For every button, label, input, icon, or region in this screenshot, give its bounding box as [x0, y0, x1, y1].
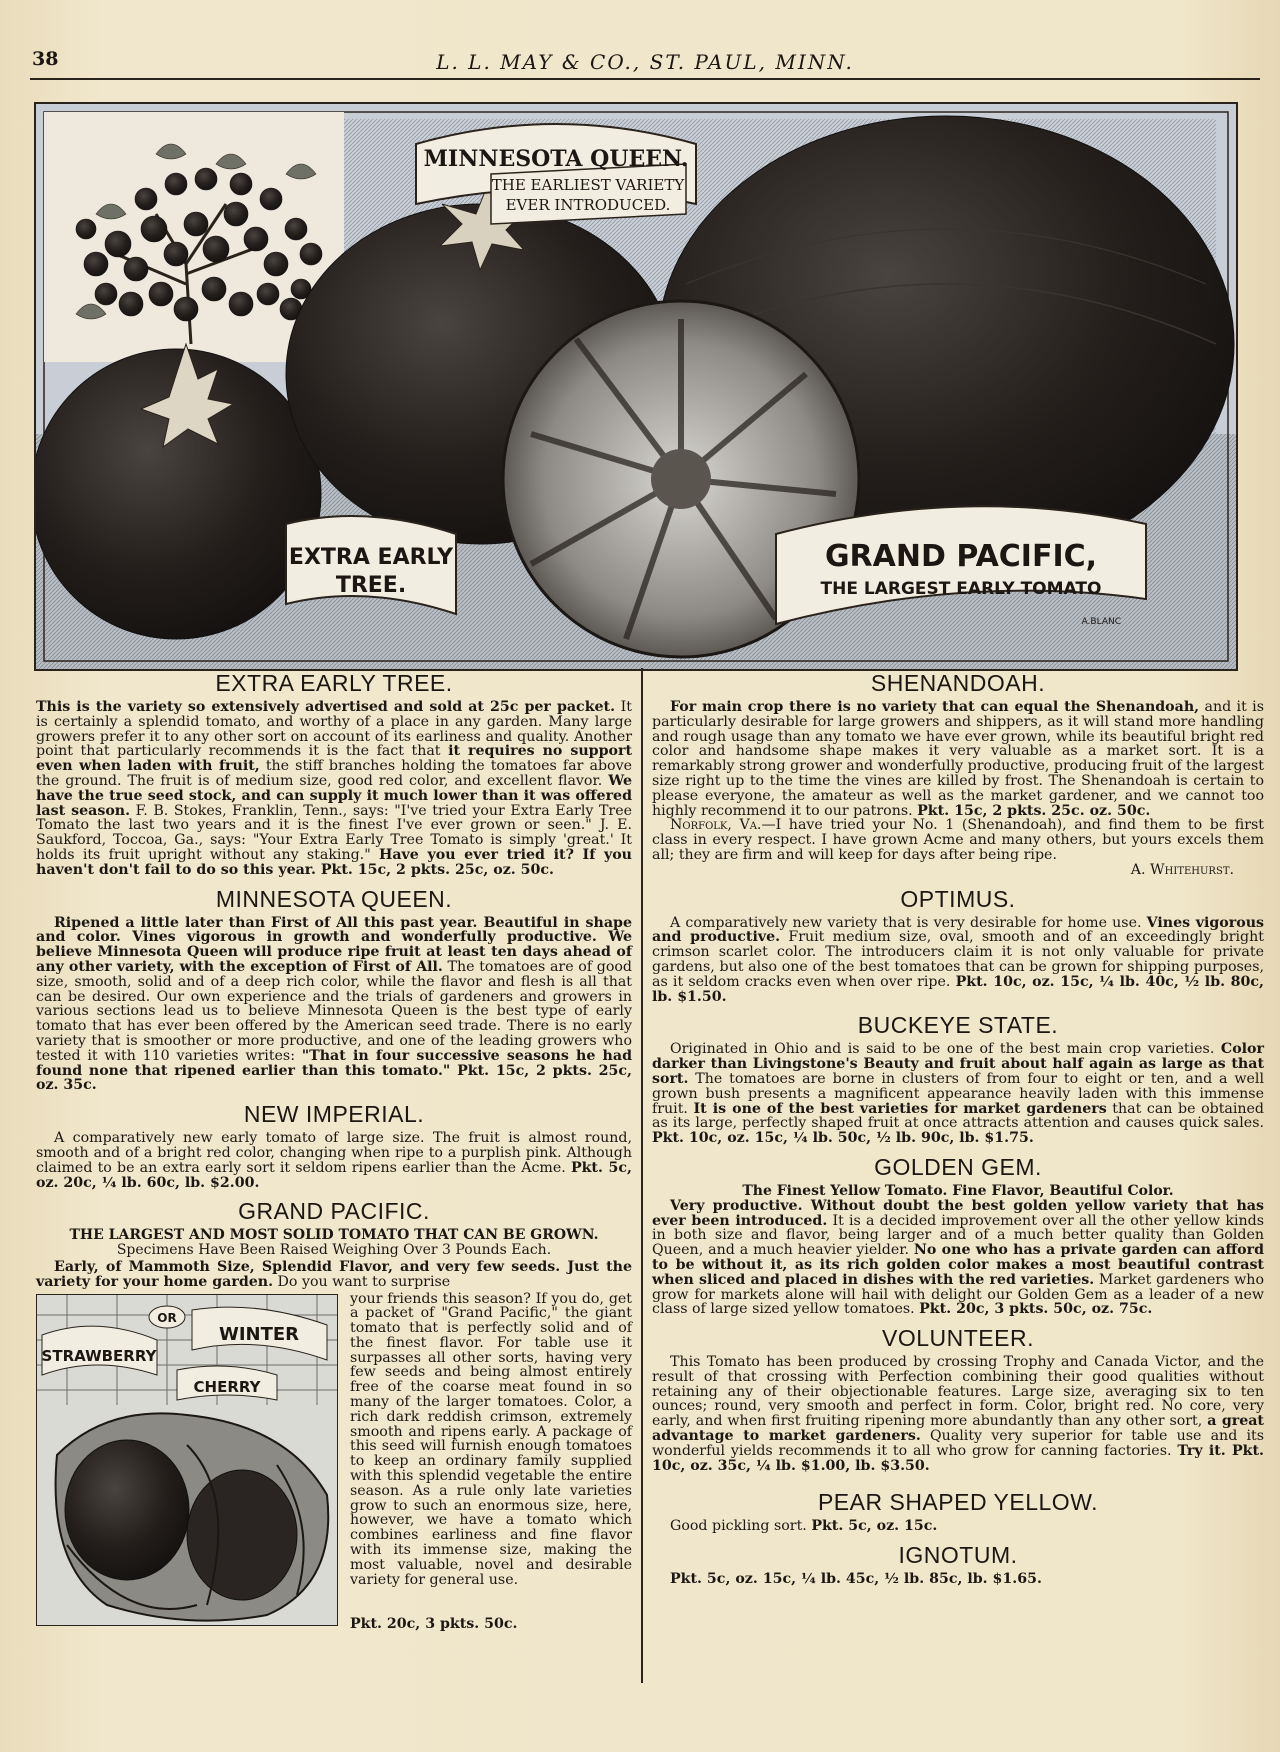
art-ribbon-winter: WINTER	[218, 1323, 300, 1345]
shenandoah-text	[652, 700, 1264, 818]
golden-gem-lead: Very productive. Without doubt the best golden yellow variety that has ever been introduced.	[652, 1197, 1264, 1229]
buckeye-state-text	[652, 1042, 1264, 1146]
grand-pacific-ribbon-line1: GRAND PACIFIC,	[824, 539, 1098, 574]
minnesota-price: "That in four successive seasons he had found none that ripened earlier than this tomato." Pkt. 15c, 2 pkts. 25c, oz. 35c.	[36, 1047, 632, 1094]
buckeye-bold-1: Color darker than Livingstone's Beauty and fruit about half again as large as that sort.	[652, 1041, 1264, 1087]
minnesota-lead: Ripened a little later than First of All this past year. Beautiful in shape and color. Vines vigorous in growth and wonderfully productive. We believe Minnesota Queen will produce ripe fruit at least ten days ahead of any other variety, with the exception of First of All.	[36, 914, 632, 975]
extra-early-tree-text	[36, 700, 632, 878]
new-imperial-text	[36, 1131, 632, 1190]
testimonial-text: —I have tried your No. 1 (Shenandoah), and find them to be first class in every respect. I have grown Acme and many others, but yours excels them all; they are firm and will keep for days after being ripe.	[652, 817, 1265, 863]
shenandoah-price: Pkt. 15c, 2 pkts. 25c. oz. 50c.	[917, 802, 1151, 819]
ignotum-price: Pkt. 5c, oz. 15c, ¼ lb. 45c, ½ lb. 85c, lb. $1.65.	[670, 1571, 1042, 1588]
buckeye-state-heading: BUCKEYE STATE.	[857, 1012, 1059, 1039]
testimonial-place: Norfolk, Va.	[670, 817, 762, 834]
ignotum-heading: IGNOTUM.	[898, 1542, 1018, 1569]
right-column	[652, 668, 1264, 1587]
volunteer-heading: VOLUNTEER.	[882, 1325, 1034, 1352]
grand-pacific-ribbon-line2: THE LARGEST EARLY TOMATO	[820, 579, 1102, 599]
extra-early-lead: This is the variety so extensively advertised and sold at 25c per packet.	[36, 699, 616, 715]
minnesota-queen-heading: MINNESOTA QUEEN.	[215, 885, 453, 912]
buckeye-bold-2: It is one of the best varieties for market gardeners	[693, 1100, 1107, 1117]
buckeye-price: Pkt. 10c, oz. 15c, ¼ lb. 50c, ½ lb. 90c, lb. $1.75.	[652, 1130, 1034, 1147]
extra-early-bold-2: it requires no support even when laden with fruit,	[36, 743, 632, 775]
grand-pacific-price-text: Pkt. 20c, 3 pkts. 50c.	[350, 1615, 518, 1632]
shenandoah-lead: For main crop there is no variety that can equal the Shenandoah,	[670, 699, 1200, 715]
grand-pacific-block	[36, 1290, 632, 1632]
extra-early-tree-heading: EXTRA EARLY TREE.	[215, 670, 453, 696]
buckeye-body-3: that can be obtained as its large, perfectly shaped fruit at once attracts attention and causes quick sales.	[652, 1100, 1265, 1132]
grand-pacific-heading: GRAND PACIFIC.	[238, 1198, 430, 1225]
new-imperial-body: A comparatively new early tomato of large size. The fruit is almost round, smooth and of a bright red color, changing when ripe to a purplish pink. Although claimed to be an extra early sort it seldom ripens earlier than the Acme.	[36, 1130, 632, 1176]
golden-gem-bold-2: No one who has a private garden can afford to be without it, as its rich golden color makes a most beautiful contrast when sliced and placed in dishes with the red varieties.	[652, 1242, 1264, 1288]
golden-gem-heading: GOLDEN GEM.	[874, 1153, 1042, 1180]
grand-pacific-price	[350, 1617, 632, 1632]
artist-signature: A.BLANC	[1081, 617, 1121, 627]
grand-pacific-lead	[36, 1260, 632, 1290]
grand-pacific-subheading: THE LARGEST AND MOST SOLID TOMATO THAT CAN BE GROWN.	[69, 1227, 599, 1244]
volunteer-body-2: Quality very superior for table use and its wonderful yields recommends it to all who grow for canning factories.	[652, 1428, 1264, 1459]
testimonial-name: A. Whitehurst.	[1130, 861, 1234, 878]
minnesota-queen-ribbon-text: MINNESOTA QUEEN.	[423, 146, 689, 172]
grand-pacific-lead-bold: Early, of Mammoth Size, Splendid Flavor, and very few seeds. Just the variety for your home garden.	[36, 1258, 632, 1290]
buckeye-body-2: The tomatoes are borne in clusters of from four to eight or ten, and a well grown bush presents a magnificent appearance heavily laden with this immense fruit.	[652, 1070, 1264, 1117]
buckeye-body-1: Originated in Ohio and is said to be one of the best main crop varieties.	[670, 1041, 1221, 1058]
minnesota-sub-1: THE EARLIEST VARIETY	[491, 176, 685, 194]
optimus-text	[652, 916, 1264, 1005]
extra-early-price: Have you ever tried it? If you haven't don't fail to do so this year. Pkt. 15c, 2 pkts. 25c, oz. 50c.	[36, 846, 632, 878]
golden-gem-body-2: Market gardeners who grow for markets alone will hail with delight our Golden Gem as a leader of a new class of large sized yellow tomatoes.	[652, 1271, 1264, 1318]
left-column	[36, 668, 633, 1632]
tomato-engraving	[36, 104, 1236, 669]
ignotum-text	[652, 1572, 1264, 1587]
pear-shaped-body: Good pickling sort.	[670, 1518, 812, 1535]
art-ribbon-strawberry: STRAWBERRY	[41, 1346, 157, 1365]
page-title: L. L. MAY & CO., ST. PAUL, MINN.	[436, 50, 854, 74]
column-divider	[641, 668, 643, 1683]
grand-pacific-body: your friends this season? If you do, get a packet of "Grand Pacific," the giant tomato that is perfectly solid and of the finest flavor. For table use it surpasses all other sorts, having very few seeds and being almost entirely free of the coarse meat found in so many of the larger tomatoes. Color, a rich dark reddish crimson, extremely smooth and ripens early. A package of this seed will furnish enough tomatoes to keep an ordinary family supplied with this splendid vegetable the entire season. As a rule only late varieties grow to such an enormous size, here, however, we have a tomato which combines earliness and fine flavor with its immense size, making the most valuable, novel and desirable variety for general use.	[350, 1290, 632, 1588]
volunteer-text	[652, 1355, 1264, 1473]
optimus-price: Pkt. 10c, oz. 15c, ¼ lb. 40c, ½ lb. 80c, lb. $1.50.	[652, 973, 1264, 1005]
optimus-body-2: Fruit medium size, oval, smooth and of an exceedingly bright crimson scarlet color. The introducers claim it is not only valuable for private gardens, but also one of the best tomatoes that can be grown for shipping purposes, as it seldom cracks even when over ripe.	[652, 929, 1264, 990]
pear-shaped-price: Pkt. 5c, oz. 15c.	[811, 1518, 938, 1535]
volunteer-price: Try it. Pkt. 10c, oz. 35c, ¼ lb. $1.00, lb. $3.50.	[652, 1442, 1264, 1474]
volunteer-body-1: This Tomato has been produced by crossing Trophy and Canada Victor, and the result of that crossing with Perfection combining their good qualities without retaining any of their objectionable features. Large size, averaging six to ten ounces; round, very smooth and perfect in form. Color, bright red. No core, very early, and when first fruiting ripening more abundantly than any other sort,	[652, 1354, 1264, 1430]
extra-early-body-1: It is certainly a splendid tomato, and worthy of a place in any garden. Many large growers prefer it to any other sort on account of its earliness and quality. Another point that particularly recommends it is the fact that	[36, 699, 632, 760]
minnesota-body: The tomatoes are of good size, smooth, solid and of a deep rich color, while the flavor and flesh is all that can be desired. Our own experience and the trials of gardeners and growers in various sections lead us to believe Minnesota Queen is the best type of early tomato that has ever been offered by the American seed trade. There is no early variety that is smoother or more productive, and one of the leading growers who tested it with 110 varieties writes:	[36, 958, 633, 1064]
testimonial-signature	[652, 863, 1234, 878]
art-ribbon-or: OR	[157, 1310, 177, 1325]
cherry-engraving	[37, 1295, 337, 1625]
extra-early-bold-3: We have the true seed stock, and can supply it much lower than it was offered last season.	[36, 772, 632, 819]
minnesota-sub-2: EVER INTRODUCED.	[505, 196, 671, 214]
pear-shaped-yellow-text	[652, 1519, 1264, 1534]
optimus-heading: OPTIMUS.	[900, 885, 1016, 912]
art-ribbon-cherry: CHERRY	[193, 1377, 261, 1396]
grand-pacific-subheading-2: Specimens Have Been Raised Weighing Over 3 Pounds Each.	[116, 1242, 552, 1259]
shenandoah-heading: SHENANDOAH.	[870, 670, 1046, 696]
running-head	[30, 42, 1260, 80]
shenandoah-body: and it is particularly desirable for large growers and shippers, as it will stand more handling and rough usage than any tomato we have ever grown, while its beautiful bright red color and handsome shape makes it very valuable as a market sort. It is a remarkably strong grower and wonderfully productive, producing fruit of the largest size right up to the time the vines are killed by frost. The Shenandoah is certain to please everyone, the amateur as well as the market gardener, and we cannot too highly recommend it to our patrons.	[652, 699, 1265, 819]
tomato-illustration	[34, 102, 1238, 671]
volunteer-bold-1: a great advantage to market gardeners.	[652, 1413, 1264, 1445]
new-imperial-price: Pkt. 5c, oz. 20c, ¼ lb. 60c, lb. $2.00.	[36, 1159, 632, 1191]
golden-gem-text	[652, 1199, 1264, 1317]
strawberry-winter-cherry-illustration	[36, 1294, 338, 1626]
optimus-body-1: A comparatively new variety that is very desirable for home use.	[670, 914, 1147, 931]
page-number: 38	[32, 48, 59, 70]
extra-early-ribbon-line1: EXTRA EARLY	[288, 545, 454, 570]
minnesota-queen-text	[36, 916, 632, 1094]
golden-gem-price: Pkt. 20c, 3 pkts. 50c, oz. 75c.	[919, 1301, 1153, 1318]
extra-early-body-3: F. B. Stokes, Franklin, Tenn., says: "I've tried your Extra Early Tree Tomato the last two years and it is the finest I've ever grown or seen." J. E. Saukford, Toccoa, Ga., says: "Your Extra Early Tree Tomato is simply 'great.' It holds its fruit upright without any staking."	[36, 802, 632, 863]
golden-gem-subheading: The Finest Yellow Tomato. Fine Flavor, Beautiful Color.	[742, 1182, 1174, 1199]
extra-early-ribbon-line2: TREE.	[335, 573, 407, 598]
pear-shaped-yellow-heading: PEAR SHAPED YELLOW.	[817, 1489, 1099, 1516]
golden-gem-body-1: It is a decided improvement over all the other yellow kinds in both size and flavor, being larger and of a much better quality than Golden Queen, and a much heavier yielder.	[652, 1212, 1264, 1259]
new-imperial-heading: NEW IMPERIAL.	[243, 1101, 425, 1128]
grand-pacific-lead-text: Do you want to surprise	[273, 1273, 451, 1290]
shenandoah-testimonial	[652, 818, 1264, 862]
extra-early-body-2: the stiff branches holding the tomatoes far above the ground. The fruit is of medium size, good red color, and excellent flavor.	[36, 758, 632, 789]
optimus-bold-1: Vines vigorous and productive.	[652, 914, 1264, 946]
